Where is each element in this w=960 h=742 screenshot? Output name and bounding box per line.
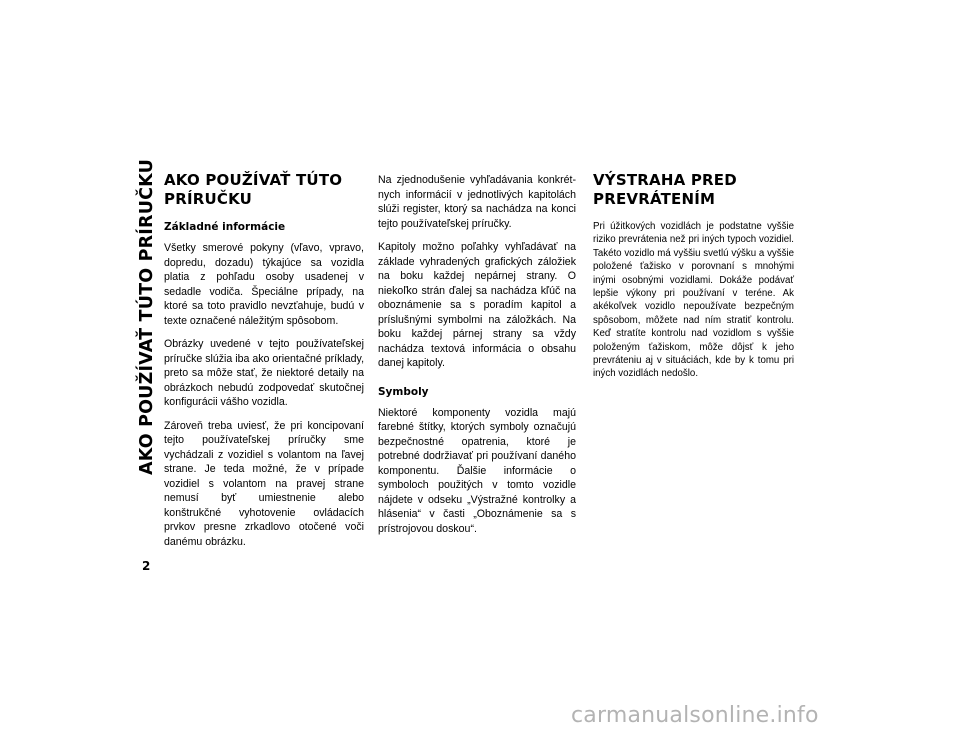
paragraph: Na zjednodušenie vyhľadávania konkrétnych informácií v jednotlivých kapitolách slúži register, ktorý sa nachádza na konci tejto používateľskej príručky. <box>378 174 576 230</box>
paragraph: Všetky smerové pokyny (vľavo, vpravo, dopredu, dozadu) týkajúce sa vozidla platia z pohľadu osoby usadenej v sedadle vodiča. Špeciálne prípady, na ktoré sa toto pravidlo nevzťahuje, budú v texte označené náležitým spôsobom. <box>164 242 364 327</box>
page-number: 2 <box>142 559 151 573</box>
section-heading-rollover-warning: VÝSTRAHA PRED PREVRÁTENÍM <box>593 171 737 208</box>
paragraph: Pri úžitkových vozidlách je podstatne vyššie riziko prevrátenia než pri iných typoch vozidiel. Takéto vozidlo má vyššiu svetlú výšku a vyššie položené ťažisko v porovnaní s mnohými inými osobnými vozidlami. Dokáže podávať lepšie výkony pri používaní v teréne. Ak akékoľvek vozidlo nepoužívate bezpečným spôsobom, môžete nad ním stratiť kontrolu. Keď stratíte kontrolu nad vozidlom s vyššie položeným ťažiskom, môže dôjsť k jeho prevráteniu aj v situáciách, kde by k tomu pri iných vozidlách nedošlo. <box>593 221 794 380</box>
column-1 <box>164 171 364 558</box>
chapter-side-tab-label: AKO POUŽÍVAŤ TÚTO PRÍRUČKU <box>137 158 157 476</box>
paragraph: Kapitoly možno poľahky vyhľadávať na základe vyhradených grafických záložiek na boku každej nepárnej strany. O niekoľko strán ďalej sa nachádza kľúč na oboznámenie sa s poradím kapitol a príslušnými symbolmi na záložkách. Na boku každej párnej strany sa vždy nachádza textová informácia o obsahu danej kapitoly. <box>378 241 576 369</box>
subheading-symbols: Symboly <box>378 385 429 398</box>
paragraph: Obrázky uvedené v tejto používateľskej príručke slúžia iba ako orientačné príklady, preto sa môže stať, že niektoré detaily na obrázkoch nebudú zodpovedať skutočnej konfigurácii vášho vozidla. <box>164 338 365 408</box>
column-2 <box>378 173 576 545</box>
chapter-side-tab <box>135 158 159 476</box>
paragraph: Zároveň treba uviesť, že pri koncipovaní tejto používateľskej príručky sme vychádzali z vozidiel s volantom na ľavej strane. Je teda možné, že v prípade vozidiel s volantom na pravej strane nemusí byť umiestnenie alebo konštrukčné vyhotovenie ovládacích prvkov presne zrkadlovo otočené voči danému obrázku. <box>164 419 364 548</box>
column-3 <box>593 171 794 390</box>
watermark: carmanualsonline.info <box>571 703 819 728</box>
section-heading-how-to-use: AKO POUŽÍVAŤ TÚTO PRÍRUČKU <box>164 171 343 208</box>
paragraph: Niektoré komponenty vozidla majú farebné štítky, ktorých symboly označujú bezpečnostné opatrenia, ktoré je potrebné dodržiavať pri používaní daného komponentu. Ďalšie informácie o symboloch použitých v tomto vozidle nájdete v odseku „Výstražné kontrolky a hlásenia“ v časti „Oboznámenie sa s prístrojovou doskou“. <box>378 406 576 535</box>
subheading-basic-info: Základné informácie <box>164 221 286 233</box>
